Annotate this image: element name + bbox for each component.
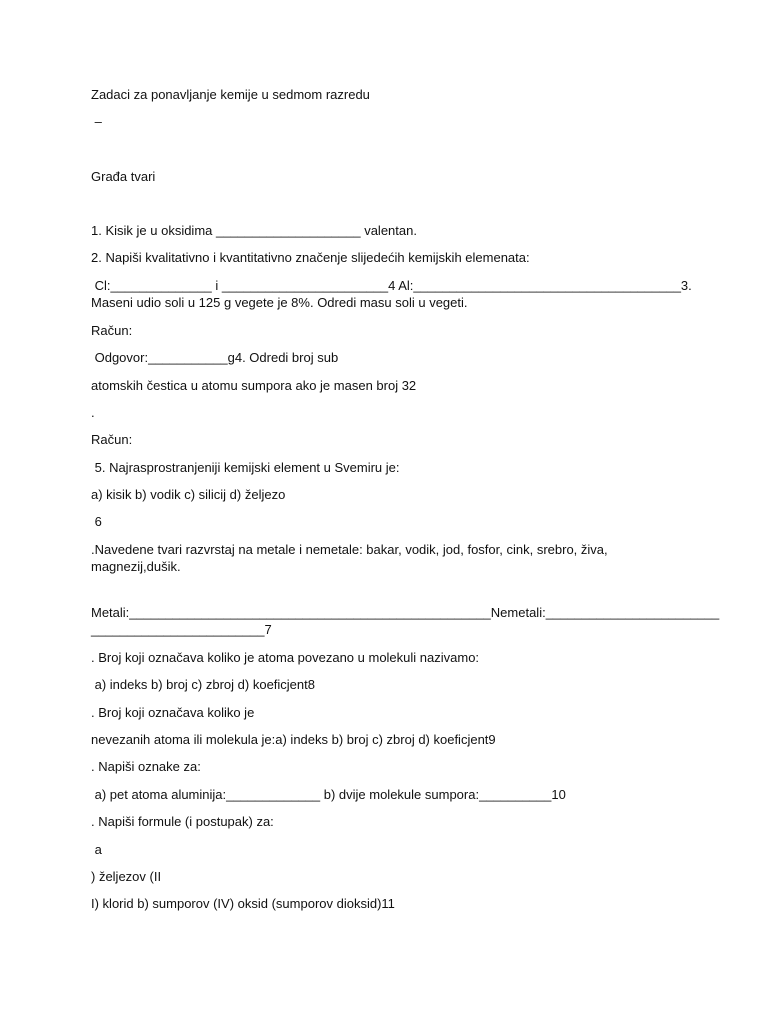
question-6-text: .Navedene tvari razvrstaj na metale i nemetale: bakar, vodik, jod, fosfor, cink, srebro, živa, [91, 542, 608, 557]
question-5-options: a) kisik b) vodik c) silicij d) željezo [91, 487, 286, 502]
question-1: 1. Kisik je u oksidima ____________________ valentan. [91, 223, 417, 238]
metals-nonmetals-blanks: Metali:__________________________________________________Nemetali:________________________ [91, 605, 720, 620]
question-7: . Broj koji označava koliko je atoma povezano u molekuli nazivamo: [91, 650, 480, 665]
period-line: . [91, 405, 95, 420]
question-9: . Napiši oznake za: [91, 759, 201, 774]
document-title: Zadaci za ponavljanje kemije u sedmom razredu [91, 87, 370, 102]
question-10-part-b: I) klorid b) sumporov (IV) oksid (sumporov dioksid)11 [91, 896, 395, 911]
question-5: 5. Najrasprostranjeniji kemijski element u Svemiru je: [91, 460, 400, 475]
question-7-options: a) indeks b) broj c) zbroj d) koeficjent8 [91, 677, 315, 692]
question-4-continued: atomskih čestica u atomu sumpora ako je masen broj 32 [91, 378, 417, 393]
question-6-number: 6 [91, 514, 102, 529]
dash-line: – [91, 114, 102, 129]
section-heading: Građa tvari [91, 169, 156, 184]
calculation-label-1: Račun: [91, 323, 133, 338]
question-10-part-a-cont: ) željezov (II [91, 869, 162, 884]
answer-line-question-4: Odgovor:___________g4. Odredi broj sub [91, 350, 339, 365]
calculation-label-2: Račun: [91, 432, 133, 447]
question-10: . Napiši formule (i postupak) za: [91, 814, 274, 829]
question-6-text-end: magnezij,dušik. [91, 559, 181, 574]
question-9-blanks: a) pet atoma aluminija:_____________ b) dvije molekule sumpora:__________10 [91, 787, 566, 802]
question-10-part-a: a [91, 842, 102, 857]
question-8-options: nevezanih atoma ili molekula je:a) indeks b) broj c) zbroj d) koeficjent9 [91, 732, 496, 747]
question-2-blanks: Cl:______________ i _______________________4 Al:_____________________________________3. [91, 278, 692, 293]
question-3-text: Maseni udio soli u 125 g vegete je 8%. Odredi masu soli u vegeti. [91, 295, 468, 310]
question-2: 2. Napiši kvalitativno i kvantitativno značenje slijedećih kemijskih elemenata: [91, 250, 530, 265]
blank-line-question-7: ________________________7 [91, 622, 272, 637]
question-8: . Broj koji označava koliko je [91, 705, 255, 720]
